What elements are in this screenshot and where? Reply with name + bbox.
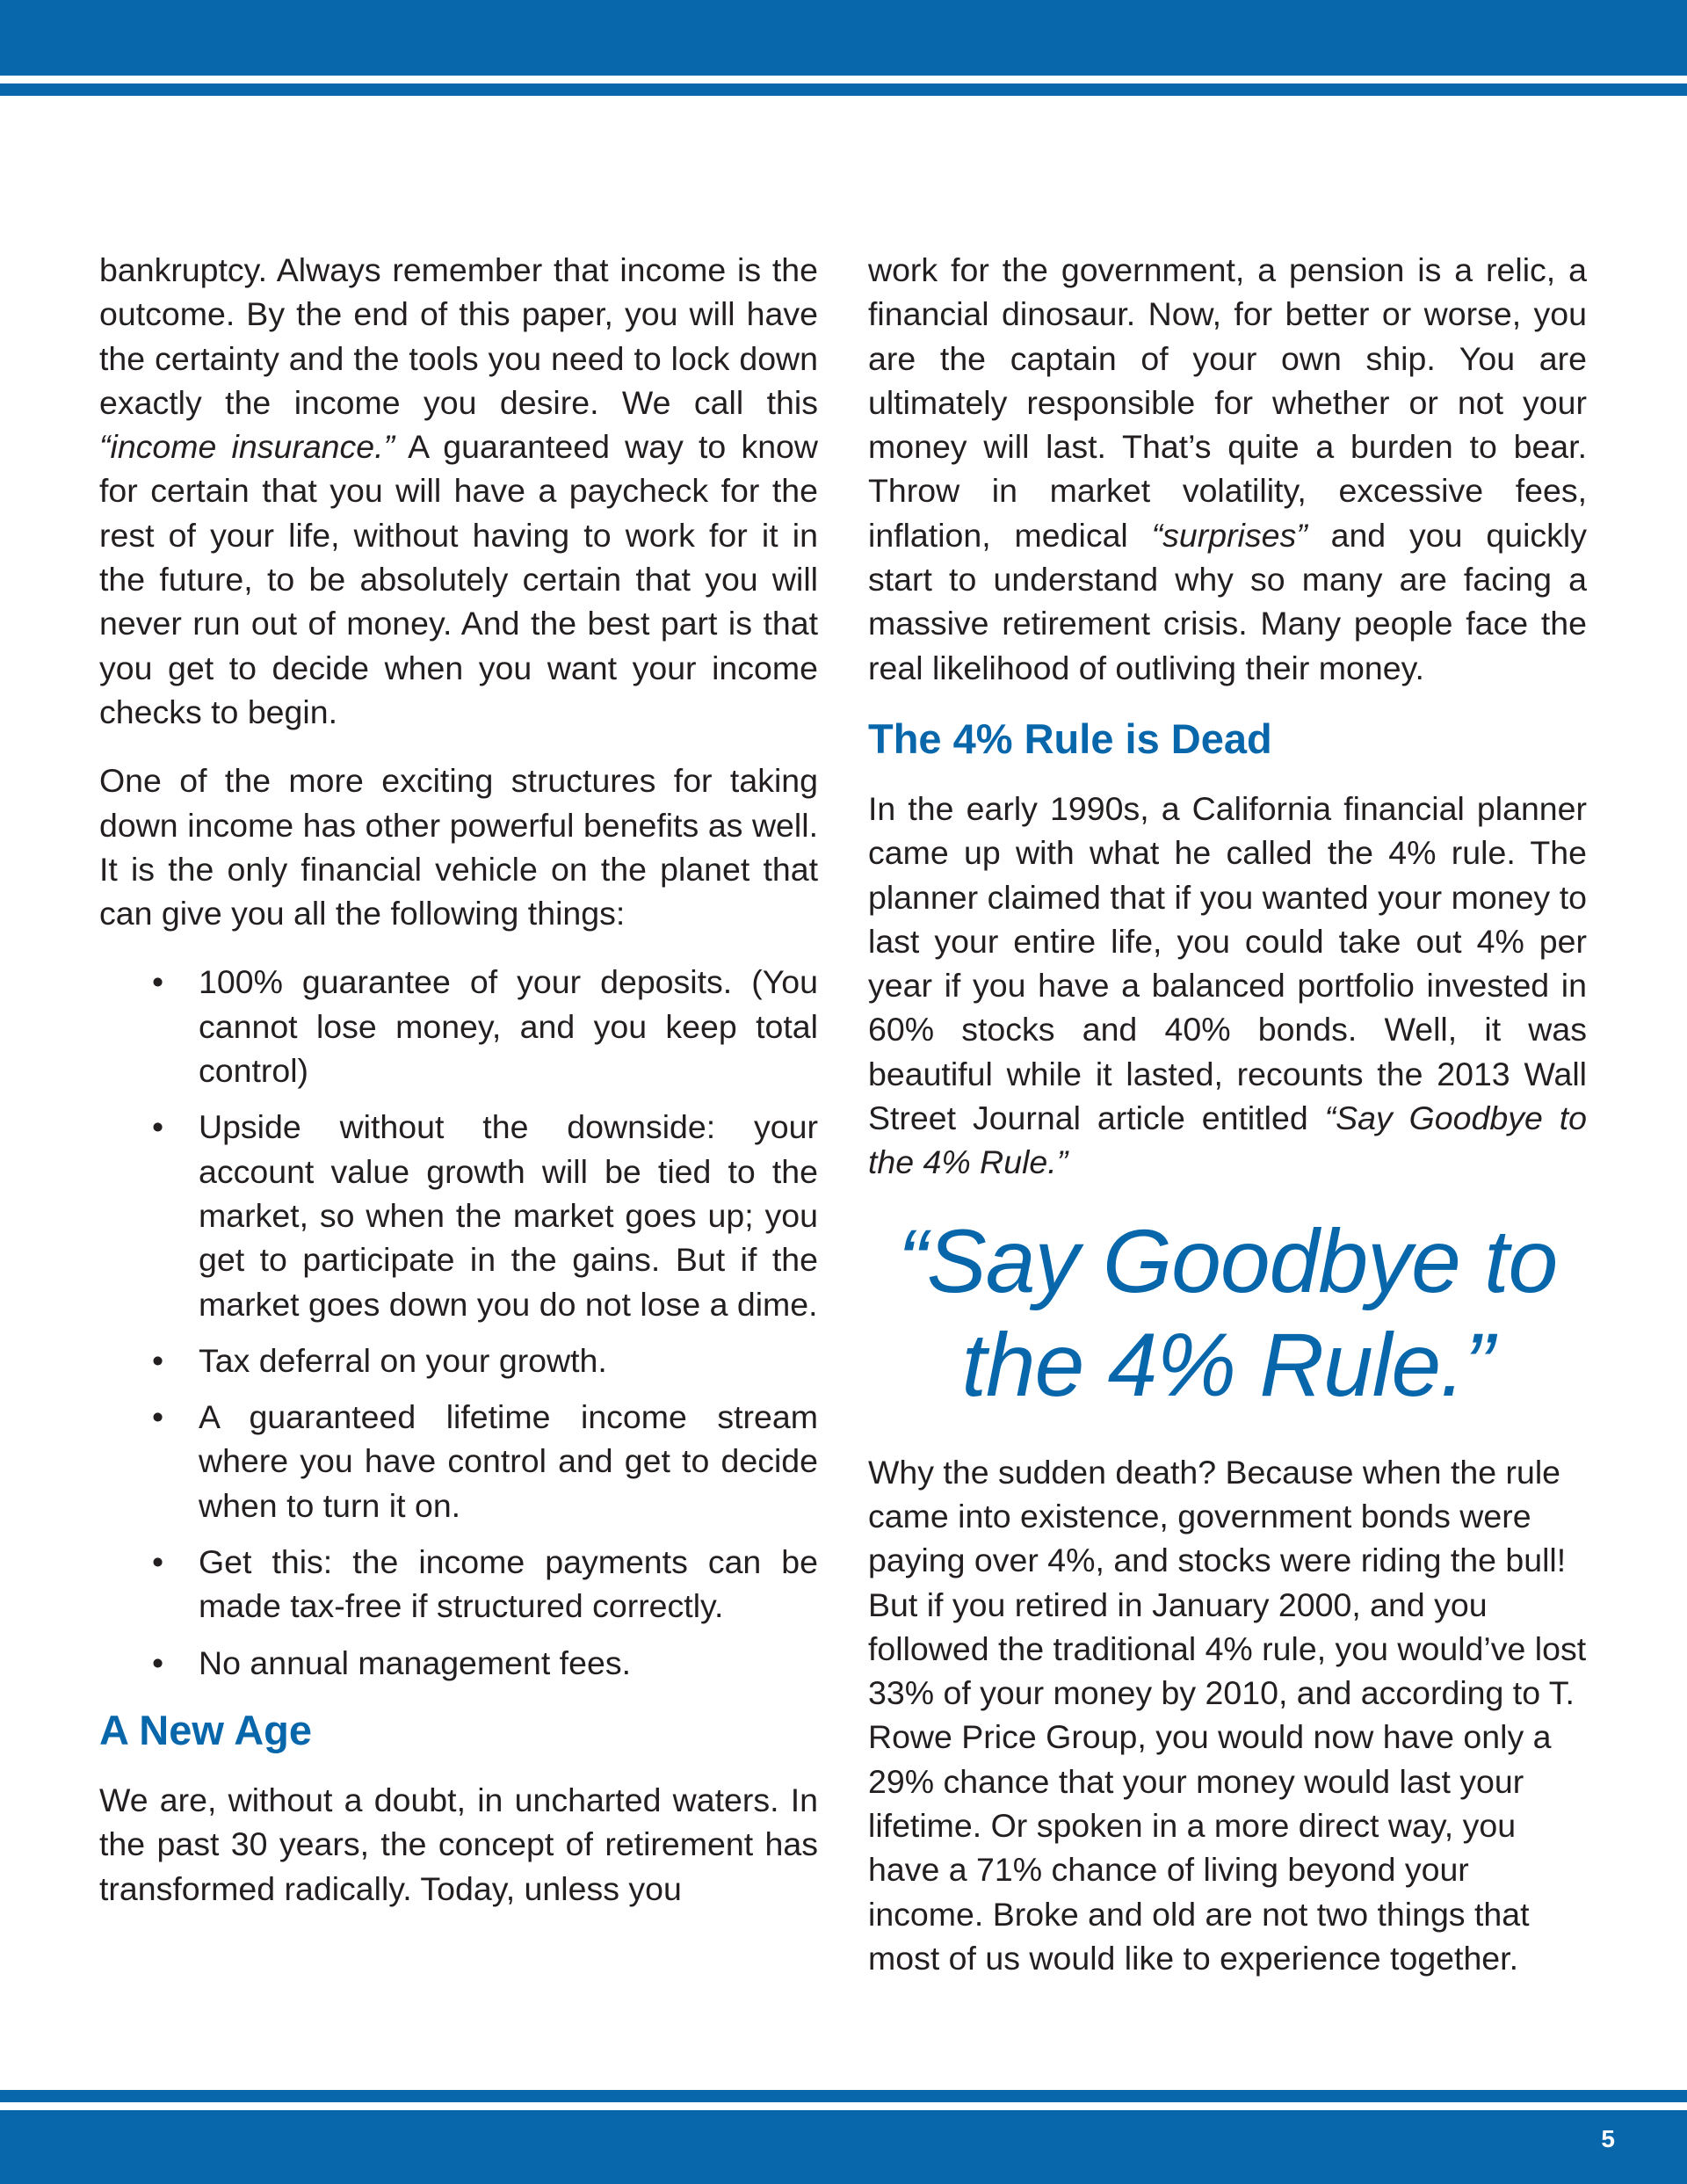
list-item-text: Tax deferral on your growth. xyxy=(199,1341,607,1379)
list-item-text: Upside without the downside: your account value growth will be tied to the market, so when the market goes up; you get to participate in the gains. But if the market goes down you do not lose a dime. xyxy=(199,1108,818,1323)
footer-band xyxy=(0,2110,1687,2184)
emphasis-text: “surprises” xyxy=(1151,516,1307,554)
list-item xyxy=(99,1395,818,1527)
list-item xyxy=(99,1540,818,1629)
paragraph-income-insurance xyxy=(99,248,818,734)
paragraph-four-percent-origin xyxy=(868,787,1587,1185)
header-band xyxy=(0,0,1687,76)
page-number: 5 xyxy=(1601,2125,1615,2152)
pull-quote-line: “Say Goodbye to xyxy=(897,1210,1558,1311)
paragraph-benefits-intro: One of the more exciting structures for taking down income has other powerful benefits as well. It is the only financial vehicle on the planet that can give you all the following things: xyxy=(99,762,818,932)
list-item xyxy=(99,1105,818,1325)
paragraph-text: bankruptcy. Always remember that income is the outcome. By the end of this paper, you will have the certainty and the tools you need to lock down exactly the income you desire. We call this xyxy=(99,251,818,421)
header-stripe xyxy=(0,83,1687,96)
bullet-icon: • xyxy=(152,1643,164,1681)
paragraph-text: and you quickly start to understand why so many are facing a massive retirement crisis. Many people face the real likelihood of outliving their money. xyxy=(868,516,1587,686)
paragraph-text: work for the government, a pension is a relic, a financial dinosaur. Now, for better or worse, you are the captain of your own ship. You are ultimately responsible for whether or not your money will last. That’s quite a burden to bear. Throw in market volatility, excessive fees, inflation, medical xyxy=(868,251,1587,554)
list-item-text: A guaranteed lifetime income stream where you have control and get to decide when to turn it on. xyxy=(199,1398,818,1524)
footer-stripe xyxy=(0,2090,1687,2102)
list-item-text: 100% guarantee of your deposits. (You cannot lose money, and you keep total control) xyxy=(199,963,818,1090)
bullet-icon: • xyxy=(152,1398,164,1436)
list-item-text: Get this: the income payments can be made tax-free if structured correctly. xyxy=(199,1543,818,1625)
paragraph-sudden-death: Why the sudden death? Because when the rule came into existence, government bonds were paying over 4%, and stocks were riding the bull! But if you retired in January 2000, and you followed the traditional 4% rule, you would’ve lost 33% of your money by 2010, and according to T. Rowe Price Group, you would now have only a 29% chance that your money would last your lifetime. Or spoken in a more direct way, you have a 71% chance of living beyond your income. Broke and old are not two things that most of us would like to experience together. xyxy=(868,1453,1587,1977)
bullet-icon: • xyxy=(152,963,164,1001)
bullet-icon: • xyxy=(152,1341,164,1379)
list-item xyxy=(99,1641,818,1685)
paragraph-text: In the early 1990s, a California financial planner came up with what he called the 4% rule. The planner claimed that if you wanted your money to last your entire life, you could take out 4% per year if you have a balanced portfolio invested in 60% stocks and 40% bonds. Well, it was beautiful while it lasted, recounts the 2013 Wall Street Journal article entitled xyxy=(868,789,1587,1137)
section-heading-new-age: A New Age xyxy=(99,1706,312,1753)
paragraph-text: A guaranteed way to know for certain that you will have a paycheck for the rest of your life, without having to work for it in the future, to be absolutely certain that you will never run out of money. And the best part is that you get to decide when you want your income checks to begin. xyxy=(99,428,818,730)
paragraph-uncharted-waters: We are, without a doubt, in uncharted waters. In the past 30 years, the concept of retirement has transformed radically. Today, unless you xyxy=(99,1781,818,1907)
right-column xyxy=(868,248,1587,2005)
pull-quote-line: the 4% Rule.” xyxy=(961,1314,1494,1415)
list-item-text: No annual management fees. xyxy=(199,1643,631,1681)
left-column xyxy=(99,248,818,1935)
benefits-list xyxy=(99,960,818,1684)
pull-quote xyxy=(868,1209,1587,1417)
list-item xyxy=(99,1339,818,1382)
bullet-icon: • xyxy=(152,1543,164,1581)
emphasis-text: “income insurance.” xyxy=(99,428,395,466)
emphasis-text: “Say Goodbye to the 4% Rule.” xyxy=(868,1099,1587,1181)
list-item xyxy=(99,960,818,1092)
section-heading-four-percent-rule: The 4% Rule is Dead xyxy=(868,715,1272,762)
bullet-icon: • xyxy=(152,1108,164,1146)
paragraph-pension-relic xyxy=(868,248,1587,690)
